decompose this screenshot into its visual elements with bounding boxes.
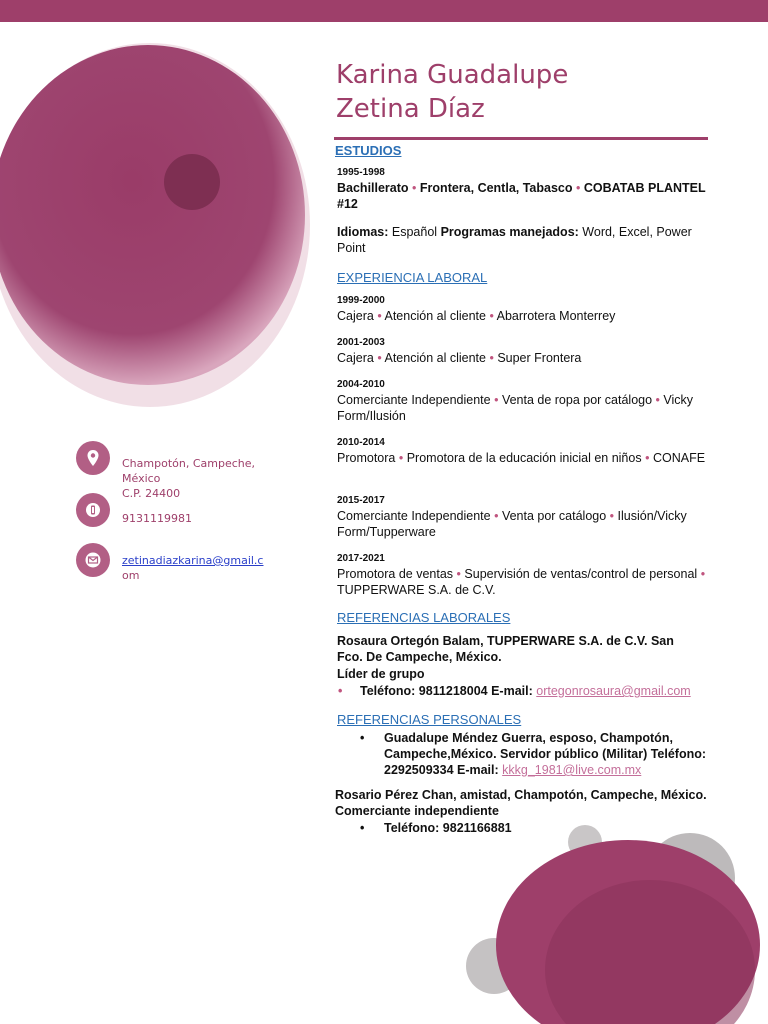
contact-email-line2[interactable]: om xyxy=(122,569,140,582)
ref-laboral-role: Líder de grupo xyxy=(337,667,425,681)
contact-location: Champotón, Campeche, México C.P. 24400 xyxy=(122,457,255,500)
decorative-circle-small xyxy=(164,154,220,210)
experience-item: 2010-2014 Promotora • Promotora de la educación inicial en niños • CONAFE xyxy=(337,437,706,465)
experience-item: 1999-2000 Cajera • Atención al cliente • Abarrotera Monterrey xyxy=(337,295,616,323)
name-line-2: Zetina Díaz xyxy=(336,94,485,124)
ref-personal-item-2: • Teléfono: 9821166881 xyxy=(360,821,512,835)
header-divider xyxy=(334,137,708,140)
ref-personal-role-2: Comerciante independiente xyxy=(335,804,499,818)
experience-item: 2017-2021 Promotora de ventas • Supervisión de ventas/control de personal • TUPPERWARE S.A. de C.V. xyxy=(337,553,706,597)
estudios-idiomas: Idiomas: Español Programas manejados: Word, Excel, Power Point xyxy=(337,225,692,255)
ref-personal-item-1: • Guadalupe Méndez Guerra, esposo, Champotón, Campeche,México. Servidor público (Militar) Teléfono: 2292509334 E-mail: kkkg_1981@live.com.mx xyxy=(360,731,707,777)
candidate-name xyxy=(336,58,568,126)
experience-item: 2004-2010 Comerciante Independiente • Venta de ropa por catálogo • Vicky Form/Ilusión xyxy=(337,379,694,423)
name-line-1: Karina Guadalupe xyxy=(336,60,569,90)
bullet: • xyxy=(338,684,343,698)
bullet: • xyxy=(360,821,365,835)
contact-phone: 9131119981 xyxy=(122,512,192,525)
ref-personal-name-2: Rosario Pérez Chan, amistad, Champotón, Campeche, México. xyxy=(335,788,707,802)
section-heading-estudios: ESTUDIOS xyxy=(335,143,402,158)
estudios-entry: 1995-1998 Bachillerato • Frontera, Centla, Tabasco • COBATAB PLANTEL #12 xyxy=(337,167,706,211)
section-heading-ref-personales: REFERENCIAS PERSONALES xyxy=(337,712,522,727)
section-heading-ref-laborales: REFERENCIAS LABORALES xyxy=(337,610,511,625)
experience-item: 2001-2003 Cajera • Atención al cliente • Super Frontera xyxy=(337,337,582,365)
ref-laboral-contact: • Teléfono: 9811218004 E-mail: ortegonrosaura@gmail.com xyxy=(338,684,691,698)
experience-item: 2015-2017 Comerciante Independiente • Venta por catálogo • Ilusión/Vicky Form/Tupperware xyxy=(337,495,687,539)
ref-laboral-name: Rosaura Ortegón Balam, TUPPERWARE S.A. de C.V. San Fco. De Campeche, México. xyxy=(337,634,674,664)
ref-laboral-email-link[interactable]: ortegonrosaura@gmail.com xyxy=(536,684,691,698)
bullet: • xyxy=(360,731,365,745)
contact-email-link[interactable] xyxy=(122,553,263,583)
section-heading-experiencia: EXPERIENCIA LABORAL xyxy=(337,270,488,285)
mail-icon xyxy=(76,543,110,577)
phone-icon xyxy=(76,493,110,527)
contact-email-line1[interactable]: zetinadiazkarina@gmail.c xyxy=(122,554,264,567)
decorative-circle-large-inner xyxy=(0,45,305,385)
location-pin-icon xyxy=(76,441,110,475)
ref-personal-email-link[interactable]: kkkg_1981@live.com.mx xyxy=(502,763,642,777)
